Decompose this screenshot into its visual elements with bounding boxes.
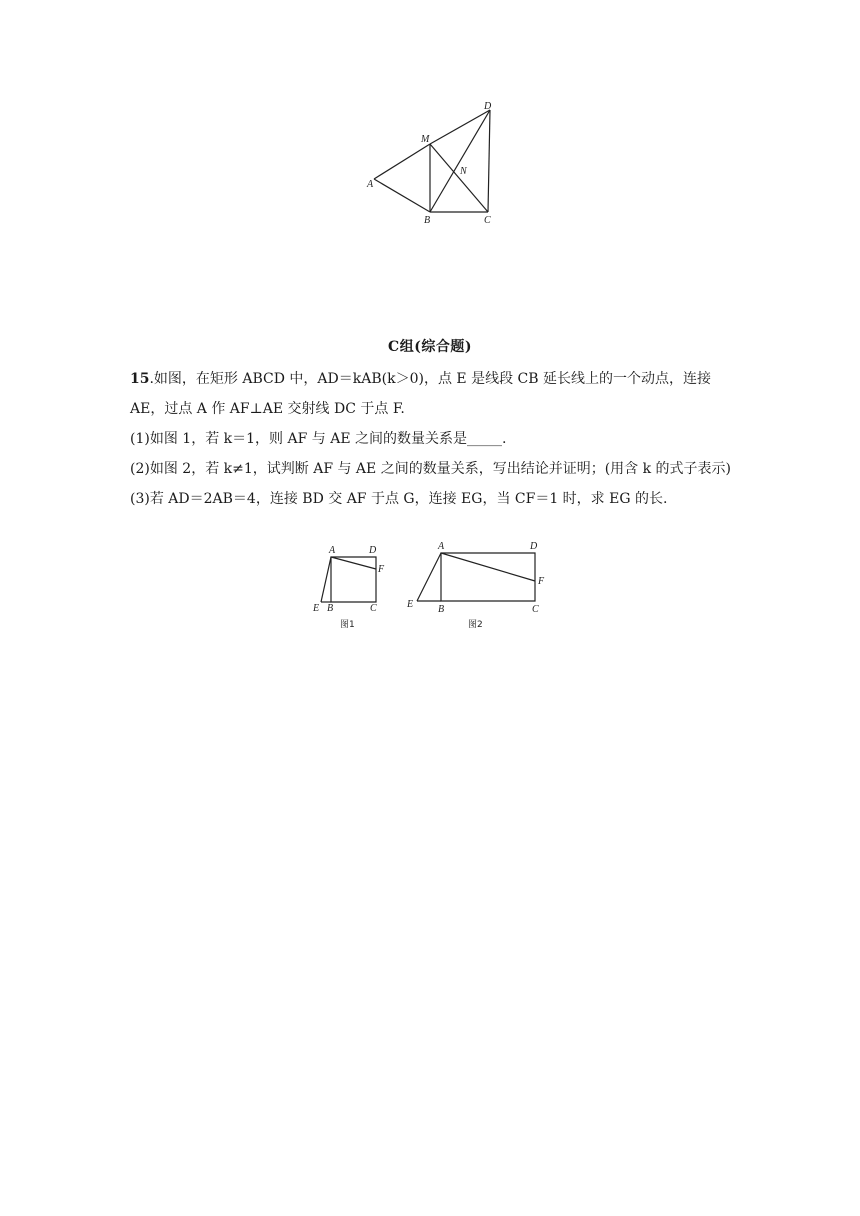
fig2-label-E: E: [407, 599, 414, 610]
problem-part-1: (1)如图 1，若 k＝1，则 AF 与 AE 之间的数量关系是_____.: [130, 431, 507, 447]
fig1-label-E: E: [313, 603, 320, 614]
fig2-label-B: B: [438, 604, 445, 615]
label-C: C: [484, 215, 491, 226]
section-title: C组(综合题): [388, 339, 472, 355]
fig2-caption: 图2: [468, 620, 483, 630]
figures-svg: [300, 540, 560, 635]
fig2-segment-AE: [417, 553, 441, 601]
label-A: A: [367, 179, 374, 190]
figures-1-2: [300, 540, 560, 635]
fig2-segment-AF: [441, 553, 535, 581]
label-N: N: [460, 166, 467, 177]
fig2-label-D: D: [530, 541, 538, 552]
problem-number: 15: [130, 371, 150, 387]
fig1-label-D: D: [369, 545, 377, 556]
top-geometry-figure: [360, 95, 510, 230]
label-D: D: [484, 101, 492, 112]
fig1-label-C: C: [370, 603, 377, 614]
problem-stem: [130, 364, 735, 424]
fig1-segment-AE: [321, 557, 331, 602]
fig1-label-B: B: [327, 603, 334, 614]
segment-CD: [488, 110, 490, 212]
fig1-rectangle-ABCD: [331, 557, 376, 602]
fig2-label-A: A: [438, 541, 445, 552]
label-M: M: [421, 134, 430, 145]
label-B: B: [424, 215, 431, 226]
top-figure-svg: [360, 95, 510, 230]
fig1-label-A: A: [329, 545, 336, 556]
segment-AB: [374, 179, 430, 212]
segment-BD: [430, 110, 490, 212]
figure-1: [312, 545, 385, 630]
problem-part-3: (3)若 AD＝2AB＝4，连接 BD 交 AF 于点 G，连接 EG，当 CF＝1 时，求 EG 的长.: [130, 491, 668, 507]
problem-stem-text: .如图，在矩形 ABCD 中，AD＝kAB(k＞0)，点 E 是线段 CB 延长线上的一个动点，连接 AE，过点 A 作 AF⊥AE 交射线 DC 于点 F.: [130, 371, 711, 417]
figure-2: [406, 541, 545, 630]
fig1-caption: 图1: [340, 620, 355, 630]
fig1-segment-AF: [331, 557, 376, 569]
fig2-label-F: F: [538, 576, 545, 587]
problem-part-2: (2)如图 2，若 k≠1，试判断 AF 与 AE 之间的数量关系，写出结论并证明；(用含 k 的式子表示): [130, 461, 732, 477]
problem-15: [130, 364, 735, 514]
segment-AM: [374, 144, 430, 179]
fig1-label-F: F: [378, 564, 385, 575]
segment-MC: [430, 144, 488, 212]
segment-MD: [430, 110, 490, 144]
fig2-label-C: C: [532, 604, 539, 615]
